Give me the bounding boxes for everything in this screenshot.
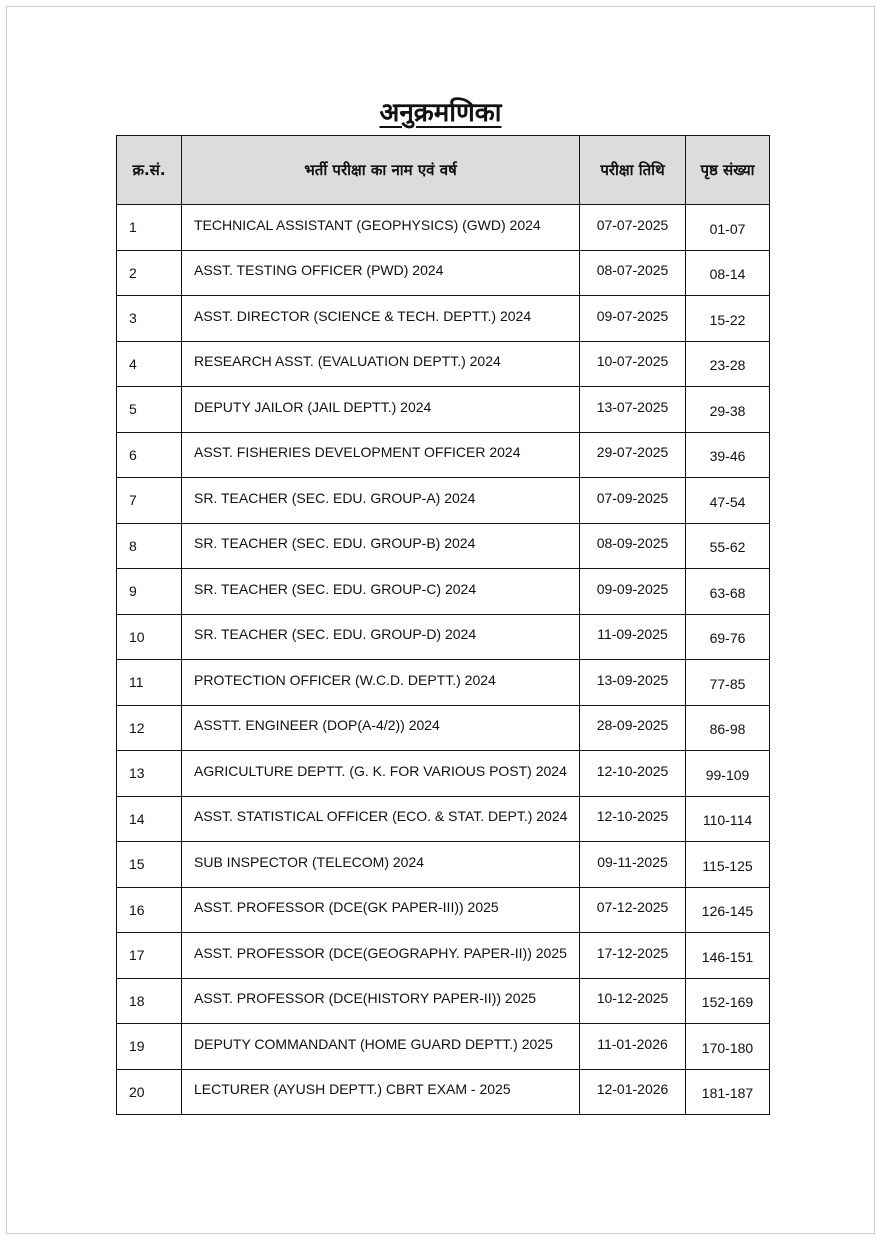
exam-name-cell: SR. TEACHER (SEC. EDU. GROUP-D) 2024 [182, 614, 580, 660]
exam-name-cell: SR. TEACHER (SEC. EDU. GROUP-A) 2024 [182, 478, 580, 524]
exam-name-cell: TECHNICAL ASSISTANT (GEOPHYSICS) (GWD) 2024 [182, 205, 580, 251]
page-range-cell: 39-46 [686, 432, 770, 478]
exam-date-cell: 13-09-2025 [580, 660, 686, 706]
header-page-numbers: पृष्ठ संख्या [686, 136, 770, 205]
table-row [117, 478, 770, 524]
table-header-row [117, 136, 770, 205]
serial-number-cell: 12 [117, 705, 182, 751]
table-row [117, 978, 770, 1024]
table-row [117, 205, 770, 251]
table-row [117, 887, 770, 933]
table-row [117, 842, 770, 888]
header-exam-name: भर्ती परीक्षा का नाम एवं वर्ष [182, 136, 580, 205]
table-row [117, 569, 770, 615]
exam-date-cell: 29-07-2025 [580, 432, 686, 478]
page-range-cell: 01-07 [686, 205, 770, 251]
page-range-cell: 69-76 [686, 614, 770, 660]
exam-name-cell: ASST. STATISTICAL OFFICER (ECO. & STAT. DEPT.) 2024 [182, 796, 580, 842]
page-range-cell: 99-109 [686, 751, 770, 797]
serial-number-cell: 7 [117, 478, 182, 524]
index-table [116, 135, 770, 1115]
serial-number-cell: 11 [117, 660, 182, 706]
exam-date-cell: 08-07-2025 [580, 250, 686, 296]
exam-name-cell: PROTECTION OFFICER (W.C.D. DEPTT.) 2024 [182, 660, 580, 706]
serial-number-cell: 6 [117, 432, 182, 478]
page-range-cell: 115-125 [686, 842, 770, 888]
serial-number-cell: 5 [117, 387, 182, 433]
exam-date-cell: 10-12-2025 [580, 978, 686, 1024]
serial-number-cell: 1 [117, 205, 182, 251]
exam-name-cell: ASSTT. ENGINEER (DOP(A-4/2)) 2024 [182, 705, 580, 751]
exam-date-cell: 10-07-2025 [580, 341, 686, 387]
header-serial: क्र.सं. [117, 136, 182, 205]
exam-name-cell: ASST. PROFESSOR (DCE(GEOGRAPHY. PAPER-II)) 2025 [182, 933, 580, 979]
serial-number-cell: 20 [117, 1069, 182, 1115]
page-range-cell: 86-98 [686, 705, 770, 751]
exam-name-cell: AGRICULTURE DEPTT. (G. K. FOR VARIOUS POST) 2024 [182, 751, 580, 797]
exam-name-cell: SR. TEACHER (SEC. EDU. GROUP-B) 2024 [182, 523, 580, 569]
table-row [117, 796, 770, 842]
exam-date-cell: 17-12-2025 [580, 933, 686, 979]
page-range-cell: 77-85 [686, 660, 770, 706]
exam-date-cell: 12-01-2026 [580, 1069, 686, 1115]
exam-date-cell: 08-09-2025 [580, 523, 686, 569]
header-exam-date: परीक्षा तिथि [580, 136, 686, 205]
serial-number-cell: 3 [117, 296, 182, 342]
table-row [117, 1069, 770, 1115]
exam-name-cell: LECTURER (AYUSH DEPTT.) CBRT EXAM - 2025 [182, 1069, 580, 1115]
page-title: अनुक्रमणिका [379, 98, 502, 128]
exam-name-cell: SUB INSPECTOR (TELECOM) 2024 [182, 842, 580, 888]
page-range-cell: 08-14 [686, 250, 770, 296]
exam-name-cell: ASST. PROFESSOR (DCE(HISTORY PAPER-II)) 2025 [182, 978, 580, 1024]
table-row [117, 296, 770, 342]
page-range-cell: 152-169 [686, 978, 770, 1024]
serial-number-cell: 18 [117, 978, 182, 1024]
exam-date-cell: 09-07-2025 [580, 296, 686, 342]
exam-date-cell: 11-01-2026 [580, 1024, 686, 1070]
page-range-cell: 110-114 [686, 796, 770, 842]
exam-name-cell: ASST. TESTING OFFICER (PWD) 2024 [182, 250, 580, 296]
table-body [117, 205, 770, 1115]
serial-number-cell: 2 [117, 250, 182, 296]
exam-name-cell: DEPUTY COMMANDANT (HOME GUARD DEPTT.) 2025 [182, 1024, 580, 1070]
exam-date-cell: 07-07-2025 [580, 205, 686, 251]
table-row [117, 250, 770, 296]
serial-number-cell: 17 [117, 933, 182, 979]
table-row [117, 933, 770, 979]
exam-date-cell: 09-11-2025 [580, 842, 686, 888]
exam-date-cell: 11-09-2025 [580, 614, 686, 660]
exam-date-cell: 28-09-2025 [580, 705, 686, 751]
exam-date-cell: 12-10-2025 [580, 751, 686, 797]
page-range-cell: 146-151 [686, 933, 770, 979]
page-range-cell: 126-145 [686, 887, 770, 933]
exam-name-cell: RESEARCH ASST. (EVALUATION DEPTT.) 2024 [182, 341, 580, 387]
page-range-cell: 181-187 [686, 1069, 770, 1115]
exam-name-cell: ASST. PROFESSOR (DCE(GK PAPER-III)) 2025 [182, 887, 580, 933]
table-row [117, 614, 770, 660]
page-range-cell: 55-62 [686, 523, 770, 569]
serial-number-cell: 14 [117, 796, 182, 842]
serial-number-cell: 4 [117, 341, 182, 387]
page-range-cell: 47-54 [686, 478, 770, 524]
serial-number-cell: 10 [117, 614, 182, 660]
serial-number-cell: 19 [117, 1024, 182, 1070]
exam-date-cell: 12-10-2025 [580, 796, 686, 842]
exam-name-cell: ASST. DIRECTOR (SCIENCE & TECH. DEPTT.) 2024 [182, 296, 580, 342]
document-page [6, 6, 875, 1234]
exam-date-cell: 09-09-2025 [580, 569, 686, 615]
page-range-cell: 23-28 [686, 341, 770, 387]
page-range-cell: 29-38 [686, 387, 770, 433]
table-row [117, 432, 770, 478]
table-row [117, 660, 770, 706]
table-row [117, 751, 770, 797]
serial-number-cell: 8 [117, 523, 182, 569]
serial-number-cell: 16 [117, 887, 182, 933]
serial-number-cell: 9 [117, 569, 182, 615]
table-row [117, 1024, 770, 1070]
serial-number-cell: 13 [117, 751, 182, 797]
exam-name-cell: SR. TEACHER (SEC. EDU. GROUP-C) 2024 [182, 569, 580, 615]
table-row [117, 341, 770, 387]
page-range-cell: 63-68 [686, 569, 770, 615]
table-row [117, 523, 770, 569]
table-row [117, 705, 770, 751]
exam-date-cell: 07-12-2025 [580, 887, 686, 933]
page-range-cell: 170-180 [686, 1024, 770, 1070]
exam-date-cell: 13-07-2025 [580, 387, 686, 433]
exam-name-cell: DEPUTY JAILOR (JAIL DEPTT.) 2024 [182, 387, 580, 433]
page-range-cell: 15-22 [686, 296, 770, 342]
table-row [117, 387, 770, 433]
serial-number-cell: 15 [117, 842, 182, 888]
exam-name-cell: ASST. FISHERIES DEVELOPMENT OFFICER 2024 [182, 432, 580, 478]
exam-date-cell: 07-09-2025 [580, 478, 686, 524]
